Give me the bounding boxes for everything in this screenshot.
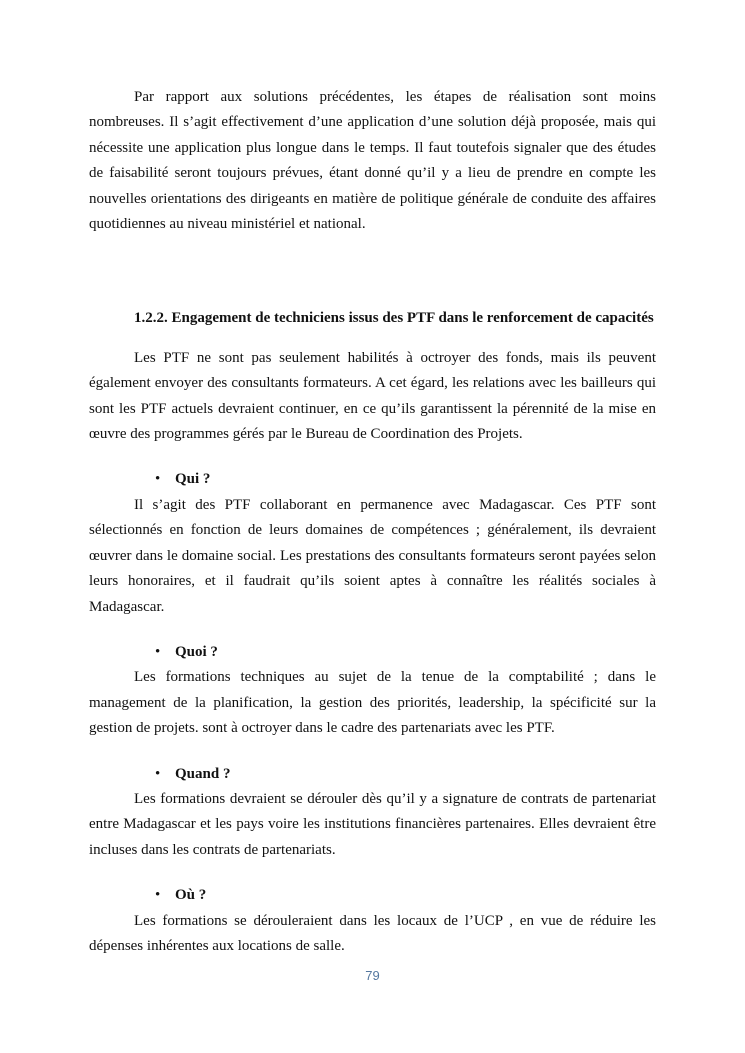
- qa-section-quand: [89, 762, 656, 864]
- bullet-item: [155, 467, 656, 492]
- qa-section-quoi: [89, 640, 656, 742]
- bullet-icon: •: [155, 643, 161, 660]
- page-footer: [0, 968, 745, 984]
- bullet-label: Quoi ?: [175, 643, 218, 660]
- qa-body: Les formations techniques au sujet de la tenue de la comptabilité ; dans le management de la planification, la gestion des priorités, leadership, la spécificité sur la gestion de projets. sont à octroyer dans le cadre des partenariats avec les PTF.: [89, 669, 656, 737]
- section-intro-paragraph: Les PTF ne sont pas seulement habilités à octroyer des fonds, mais ils peuvent également envoyer des consultants formateurs. A cet égard, les relations avec les bailleurs qui sont les PTF actuels devraient continuer, en ce qu’ils garantissent la pérennité de la mise en œuvre des programmes gérés par le Bureau de Coordination des Projets.: [89, 349, 656, 443]
- qa-section-qui: [89, 467, 656, 619]
- bullet-label: Quand ?: [175, 765, 231, 782]
- bullet-item: [155, 883, 656, 908]
- bullet-item: [155, 640, 656, 665]
- bullet-icon: •: [155, 765, 161, 782]
- qa-body: Il s’agit des PTF collaborant en permanence avec Madagascar. Ces PTF sont sélectionnés en fonction de leurs domaines de compétences ; généralement, ils devraient œuvrer dans le domaine social. Les prestations des consultants formateurs seront payées selon leurs honoraires, et il faudrait qu’ils soient aptes à connaître les réalités sociales à Madagascar.: [89, 496, 656, 615]
- bullet-label: Où ?: [175, 887, 207, 904]
- qa-body: Les formations devraient se dérouler dès qu’il y a signature de contrats de partenariat entre Madagascar et les pays voire les institutions financières partenaires. Elles devraient être incluses dans les contrats de partenariats.: [89, 790, 656, 858]
- qa-section-ou: [89, 883, 656, 959]
- intro-paragraph: Par rapport aux solutions précédentes, les étapes de réalisation sont moins nombreuses. Il s’agit effectivement d’une application d’une solution déjà proposée, mais qui nécessite une application plus longue dans le temps. Il faut toutefois signaler que des études de faisabilité seront toujours prévues, étant donné qu’il y a lieu de prendre en compte les nouvelles orientations des dirigeants en matière de politique générale de conduite des affaires quotidiennes au niveau ministériel et national.: [89, 89, 656, 233]
- bullet-item: [155, 762, 656, 787]
- qa-body: Les formations se dérouleraient dans les locaux de l’UCP , en vue de réduire les dépenses inhérentes aux locations de salle.: [89, 912, 656, 954]
- bullet-label: Qui ?: [175, 471, 211, 488]
- bullet-icon: •: [155, 887, 161, 904]
- page-number: 79: [365, 968, 380, 983]
- bullet-icon: •: [155, 471, 161, 488]
- section-heading: 1.2.2. Engagement de techniciens issus des PTF dans le renforcement de capacités: [134, 310, 654, 327]
